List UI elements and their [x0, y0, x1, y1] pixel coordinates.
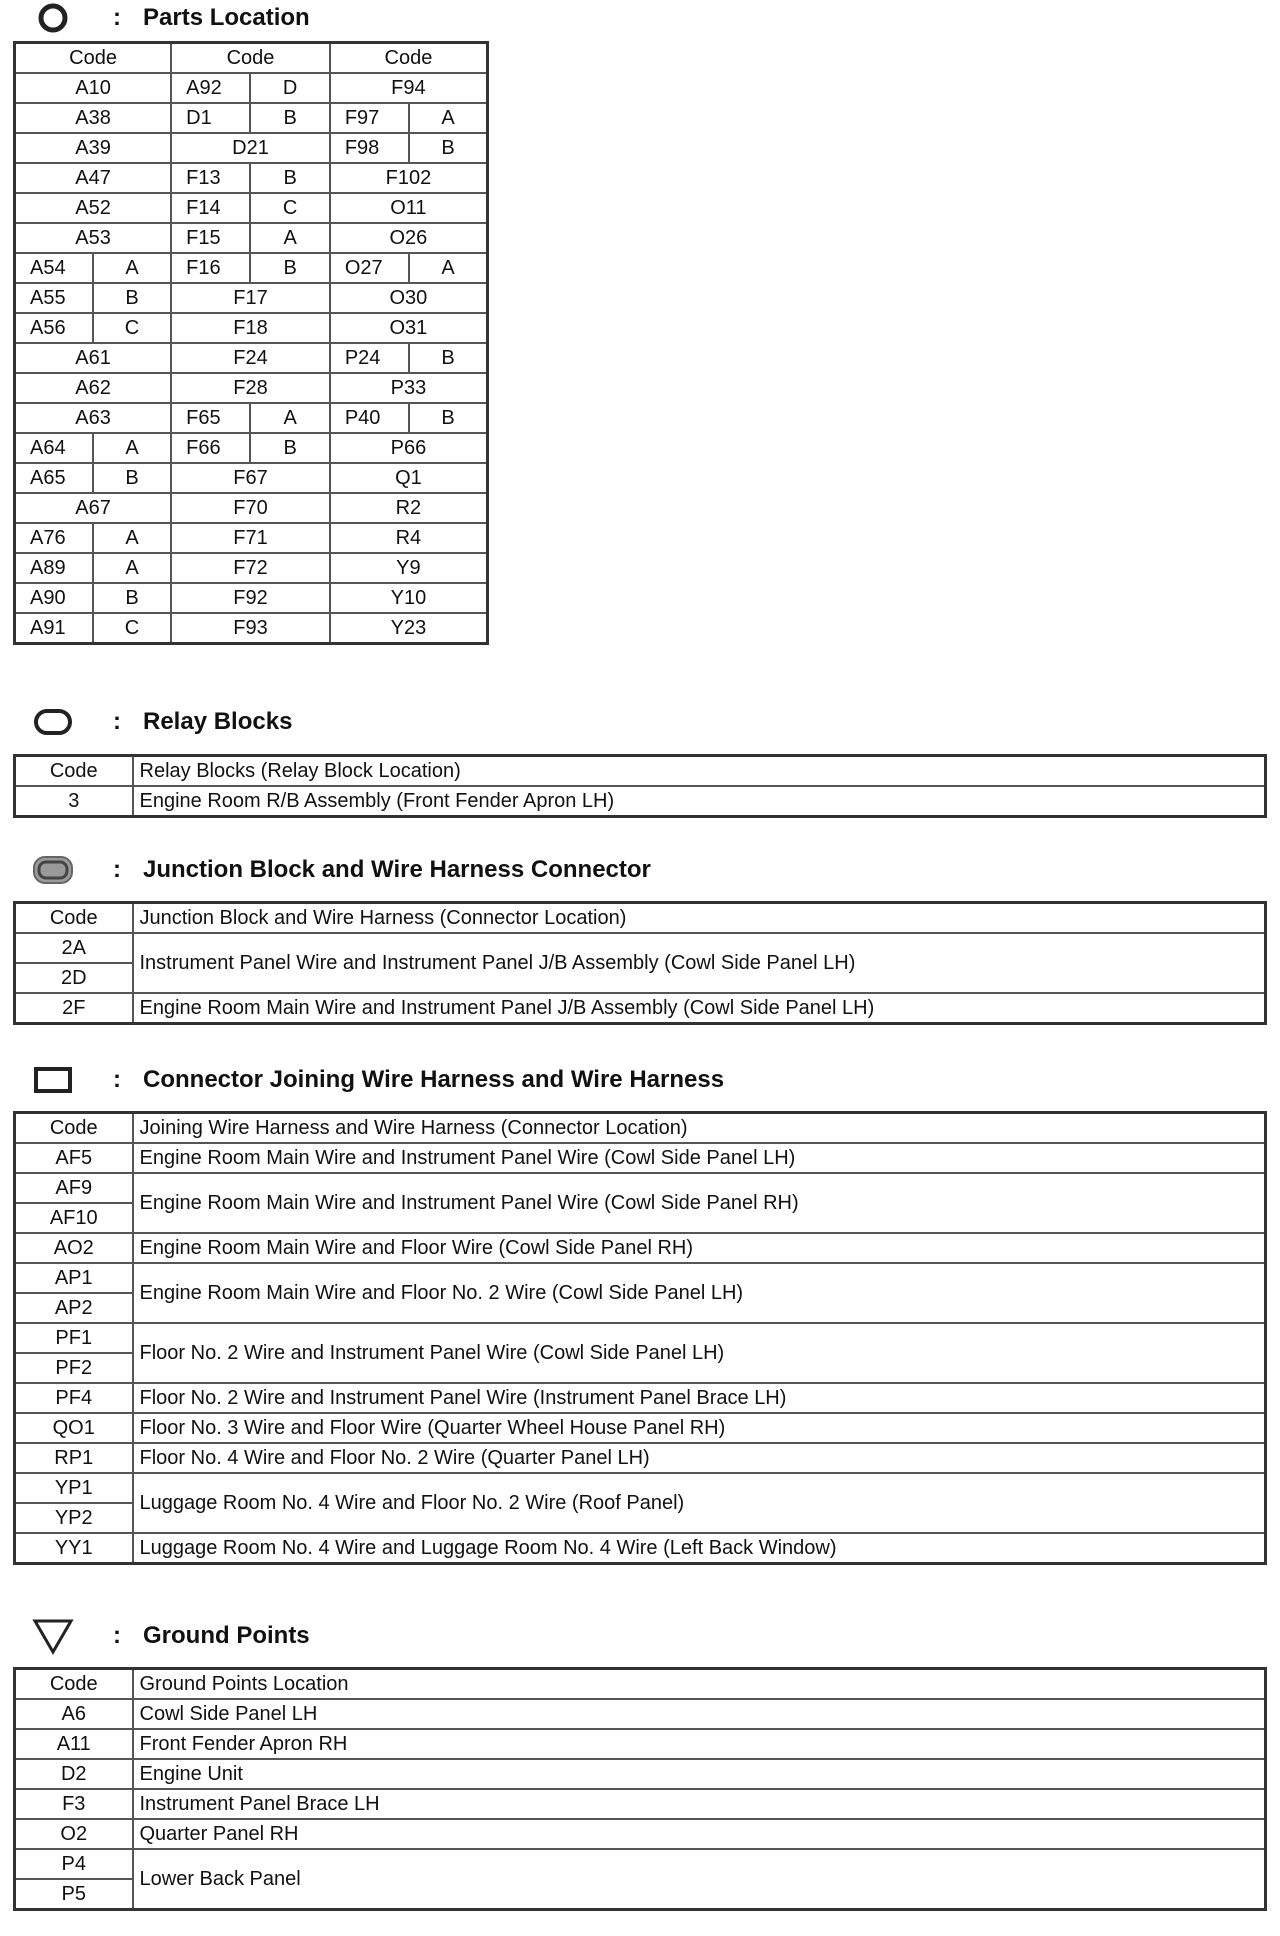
- part-variant-cell: A: [93, 433, 171, 463]
- location-column-header: Junction Block and Wire Harness (Connector Location): [133, 903, 1266, 934]
- part-variant-cell: B: [250, 253, 329, 283]
- code-column-header: Code: [15, 903, 133, 934]
- shaded-rounded-rect-symbol-icon: [30, 852, 76, 888]
- code-cell: D2: [15, 1759, 133, 1789]
- part-code-cell: F93: [171, 613, 330, 644]
- part-code-cell: O31: [330, 313, 488, 343]
- location-cell: Instrument Panel Brace LH: [133, 1789, 1266, 1819]
- code-cell: 2D: [15, 963, 133, 993]
- part-code-cell: A92: [171, 73, 250, 103]
- section-title: Parts Location: [143, 4, 310, 31]
- part-variant-cell: A: [250, 403, 329, 433]
- code-column-header: Code: [15, 1113, 133, 1144]
- table-row: [15, 1233, 1266, 1263]
- part-code-cell: F24: [171, 343, 330, 373]
- part-code-cell: F97: [330, 103, 409, 133]
- section-title: Relay Blocks: [143, 708, 293, 735]
- table-row: [15, 1533, 1266, 1564]
- part-code-cell: A39: [15, 133, 172, 163]
- part-code-cell: A61: [15, 343, 172, 373]
- code-cell: AF9: [15, 1173, 133, 1203]
- table-row: [15, 463, 488, 493]
- part-variant-cell: A: [250, 223, 329, 253]
- heading-colon: :: [113, 1622, 121, 1649]
- heading-colon: :: [113, 1066, 121, 1093]
- location-cell: Engine Room Main Wire and Floor Wire (Cowl Side Panel RH): [133, 1233, 1266, 1263]
- part-code-cell: O27: [330, 253, 409, 283]
- location-cell: Engine Unit: [133, 1759, 1266, 1789]
- part-code-cell: F16: [171, 253, 250, 283]
- code-cell: RP1: [15, 1443, 133, 1473]
- table-header-row: [15, 43, 488, 74]
- part-variant-cell: A: [93, 253, 171, 283]
- code-cell: A11: [15, 1729, 133, 1759]
- part-code-cell: A67: [15, 493, 172, 523]
- part-code-cell: F66: [171, 433, 250, 463]
- part-code-cell: F14: [171, 193, 250, 223]
- part-code-cell: F92: [171, 583, 330, 613]
- table-row: [15, 133, 488, 163]
- table-row: [15, 1173, 1266, 1203]
- part-code-cell: F67: [171, 463, 330, 493]
- part-code-cell: A38: [15, 103, 172, 133]
- part-code-cell: A47: [15, 163, 172, 193]
- table-row: [15, 786, 1266, 817]
- table-row: [15, 1143, 1266, 1173]
- part-variant-cell: C: [93, 613, 171, 644]
- location-cell: Engine Room Main Wire and Instrument Panel J/B Assembly (Cowl Side Panel LH): [133, 993, 1266, 1024]
- section-title: Ground Points: [143, 1622, 310, 1649]
- part-variant-cell: B: [250, 163, 329, 193]
- code-column-header: Code: [15, 1669, 133, 1700]
- location-cell: Front Fender Apron RH: [133, 1729, 1266, 1759]
- table-row: [15, 1413, 1266, 1443]
- location-column-header: Joining Wire Harness and Wire Harness (Connector Location): [133, 1113, 1266, 1144]
- part-variant-cell: C: [93, 313, 171, 343]
- table-row: [15, 1473, 1266, 1503]
- part-code-cell: P40: [330, 403, 409, 433]
- code-column-header: Code: [15, 756, 133, 787]
- part-variant-cell: A: [93, 553, 171, 583]
- part-code-cell: F15: [171, 223, 250, 253]
- code-cell: AF10: [15, 1203, 133, 1233]
- code-cell: A6: [15, 1699, 133, 1729]
- junction-block-table: [13, 901, 1267, 1025]
- table-row: [15, 1729, 1266, 1759]
- table-row: [15, 553, 488, 583]
- part-variant-cell: A: [409, 253, 487, 283]
- table-row: [15, 163, 488, 193]
- code-cell: PF1: [15, 1323, 133, 1353]
- code-cell: 2F: [15, 993, 133, 1024]
- part-code-cell: D21: [171, 133, 330, 163]
- column-header: Code: [15, 43, 172, 74]
- location-column-header: Relay Blocks (Relay Block Location): [133, 756, 1266, 787]
- table-row: [15, 73, 488, 103]
- location-cell: Engine Room R/B Assembly (Front Fender Apron LH): [133, 786, 1266, 817]
- code-cell: 2A: [15, 933, 133, 963]
- code-cell: O2: [15, 1819, 133, 1849]
- table-row: [15, 1383, 1266, 1413]
- code-cell: PF4: [15, 1383, 133, 1413]
- location-cell: Engine Room Main Wire and Instrument Panel Wire (Cowl Side Panel RH): [133, 1173, 1266, 1233]
- part-code-cell: Y10: [330, 583, 488, 613]
- part-variant-cell: B: [409, 403, 487, 433]
- part-code-cell: O30: [330, 283, 488, 313]
- location-cell: Floor No. 2 Wire and Instrument Panel Wire (Instrument Panel Brace LH): [133, 1383, 1266, 1413]
- part-code-cell: A55: [15, 283, 93, 313]
- part-variant-cell: B: [93, 463, 171, 493]
- part-code-cell: F13: [171, 163, 250, 193]
- table-row: [15, 433, 488, 463]
- section-title: Junction Block and Wire Harness Connector: [143, 856, 651, 883]
- part-code-cell: A54: [15, 253, 93, 283]
- table-row: [15, 103, 488, 133]
- ground-points-table: [13, 1667, 1267, 1911]
- table-row: [15, 373, 488, 403]
- table-row: [15, 613, 488, 644]
- code-cell: AF5: [15, 1143, 133, 1173]
- part-variant-cell: B: [250, 103, 329, 133]
- part-code-cell: O11: [330, 193, 488, 223]
- heading-colon: :: [113, 708, 121, 735]
- column-header: Code: [171, 43, 330, 74]
- part-code-cell: P24: [330, 343, 409, 373]
- part-code-cell: P33: [330, 373, 488, 403]
- location-cell: Floor No. 4 Wire and Floor No. 2 Wire (Quarter Panel LH): [133, 1443, 1266, 1473]
- part-code-cell: A53: [15, 223, 172, 253]
- part-variant-cell: B: [409, 343, 487, 373]
- table-row: [15, 1263, 1266, 1293]
- table-row: [15, 1789, 1266, 1819]
- part-code-cell: F28: [171, 373, 330, 403]
- table-row: [15, 493, 488, 523]
- part-code-cell: F18: [171, 313, 330, 343]
- table-row: [15, 1759, 1266, 1789]
- relay-blocks-table: [13, 754, 1267, 818]
- parts-location-table: [13, 41, 489, 645]
- part-code-cell: D1: [171, 103, 250, 133]
- code-cell: AP1: [15, 1263, 133, 1293]
- part-code-cell: A56: [15, 313, 93, 343]
- table-row: [15, 343, 488, 373]
- table-row: [15, 993, 1266, 1024]
- table-row: [15, 253, 488, 283]
- code-cell: QO1: [15, 1413, 133, 1443]
- table-row: [15, 1849, 1266, 1879]
- location-cell: Instrument Panel Wire and Instrument Panel J/B Assembly (Cowl Side Panel LH): [133, 933, 1266, 993]
- location-cell: Engine Room Main Wire and Instrument Panel Wire (Cowl Side Panel LH): [133, 1143, 1266, 1173]
- part-variant-cell: A: [409, 103, 487, 133]
- part-variant-cell: B: [93, 283, 171, 313]
- code-cell: PF2: [15, 1353, 133, 1383]
- part-code-cell: F71: [171, 523, 330, 553]
- code-cell: P4: [15, 1849, 133, 1879]
- part-code-cell: F65: [171, 403, 250, 433]
- code-cell: YP1: [15, 1473, 133, 1503]
- location-cell: Engine Room Main Wire and Floor No. 2 Wire (Cowl Side Panel LH): [133, 1263, 1266, 1323]
- part-code-cell: Y9: [330, 553, 488, 583]
- location-cell: Luggage Room No. 4 Wire and Luggage Room No. 4 Wire (Left Back Window): [133, 1533, 1266, 1564]
- part-code-cell: A90: [15, 583, 93, 613]
- part-code-cell: F102: [330, 163, 488, 193]
- table-header-row: [15, 1113, 1266, 1144]
- column-header: Code: [330, 43, 488, 74]
- location-cell: Luggage Room No. 4 Wire and Floor No. 2 Wire (Roof Panel): [133, 1473, 1266, 1533]
- table-row: [15, 283, 488, 313]
- triangle-symbol-icon: [30, 1618, 76, 1654]
- rounded-rect-symbol-icon: [30, 704, 76, 740]
- table-row: [15, 403, 488, 433]
- part-code-cell: A76: [15, 523, 93, 553]
- part-code-cell: A89: [15, 553, 93, 583]
- code-cell: YY1: [15, 1533, 133, 1564]
- part-code-cell: A52: [15, 193, 172, 223]
- location-cell: Lower Back Panel: [133, 1849, 1266, 1910]
- table-row: [15, 1323, 1266, 1353]
- part-code-cell: P66: [330, 433, 488, 463]
- code-cell: AP2: [15, 1293, 133, 1323]
- part-code-cell: A62: [15, 373, 172, 403]
- part-code-cell: O26: [330, 223, 488, 253]
- part-code-cell: F98: [330, 133, 409, 163]
- table-header-row: [15, 756, 1266, 787]
- part-variant-cell: B: [93, 583, 171, 613]
- part-variant-cell: D: [250, 73, 329, 103]
- code-cell: AO2: [15, 1233, 133, 1263]
- table-header-row: [15, 1669, 1266, 1700]
- table-row: [15, 223, 488, 253]
- code-cell: YP2: [15, 1503, 133, 1533]
- code-cell: F3: [15, 1789, 133, 1819]
- square-symbol-icon: [30, 1062, 76, 1098]
- location-cell: Quarter Panel RH: [133, 1819, 1266, 1849]
- heading-colon: :: [113, 856, 121, 883]
- part-code-cell: F17: [171, 283, 330, 313]
- part-variant-cell: C: [250, 193, 329, 223]
- part-code-cell: Q1: [330, 463, 488, 493]
- part-code-cell: F72: [171, 553, 330, 583]
- part-code-cell: Y23: [330, 613, 488, 644]
- part-code-cell: F94: [330, 73, 488, 103]
- code-cell: 3: [15, 786, 133, 817]
- part-code-cell: F70: [171, 493, 330, 523]
- location-cell: Cowl Side Panel LH: [133, 1699, 1266, 1729]
- location-cell: Floor No. 3 Wire and Floor Wire (Quarter Wheel House Panel RH): [133, 1413, 1266, 1443]
- part-variant-cell: B: [250, 433, 329, 463]
- section-title: Connector Joining Wire Harness and Wire Harness: [143, 1066, 725, 1093]
- part-code-cell: R4: [330, 523, 488, 553]
- circle-symbol-icon: [30, 0, 76, 36]
- part-code-cell: A10: [15, 73, 172, 103]
- table-row: [15, 313, 488, 343]
- part-variant-cell: A: [93, 523, 171, 553]
- table-row: [15, 1443, 1266, 1473]
- table-row: [15, 583, 488, 613]
- location-cell: Floor No. 2 Wire and Instrument Panel Wire (Cowl Side Panel LH): [133, 1323, 1266, 1383]
- part-code-cell: A64: [15, 433, 93, 463]
- location-column-header: Ground Points Location: [133, 1669, 1266, 1700]
- table-row: [15, 523, 488, 553]
- part-code-cell: A65: [15, 463, 93, 493]
- part-code-cell: R2: [330, 493, 488, 523]
- table-row: [15, 1819, 1266, 1849]
- part-code-cell: A91: [15, 613, 93, 644]
- table-row: [15, 1699, 1266, 1729]
- part-code-cell: A63: [15, 403, 172, 433]
- heading-colon: :: [113, 4, 121, 31]
- code-cell: P5: [15, 1879, 133, 1910]
- table-row: [15, 193, 488, 223]
- connector-joining-table: [13, 1111, 1267, 1565]
- part-variant-cell: B: [409, 133, 487, 163]
- table-row: [15, 933, 1266, 963]
- table-header-row: [15, 903, 1266, 934]
